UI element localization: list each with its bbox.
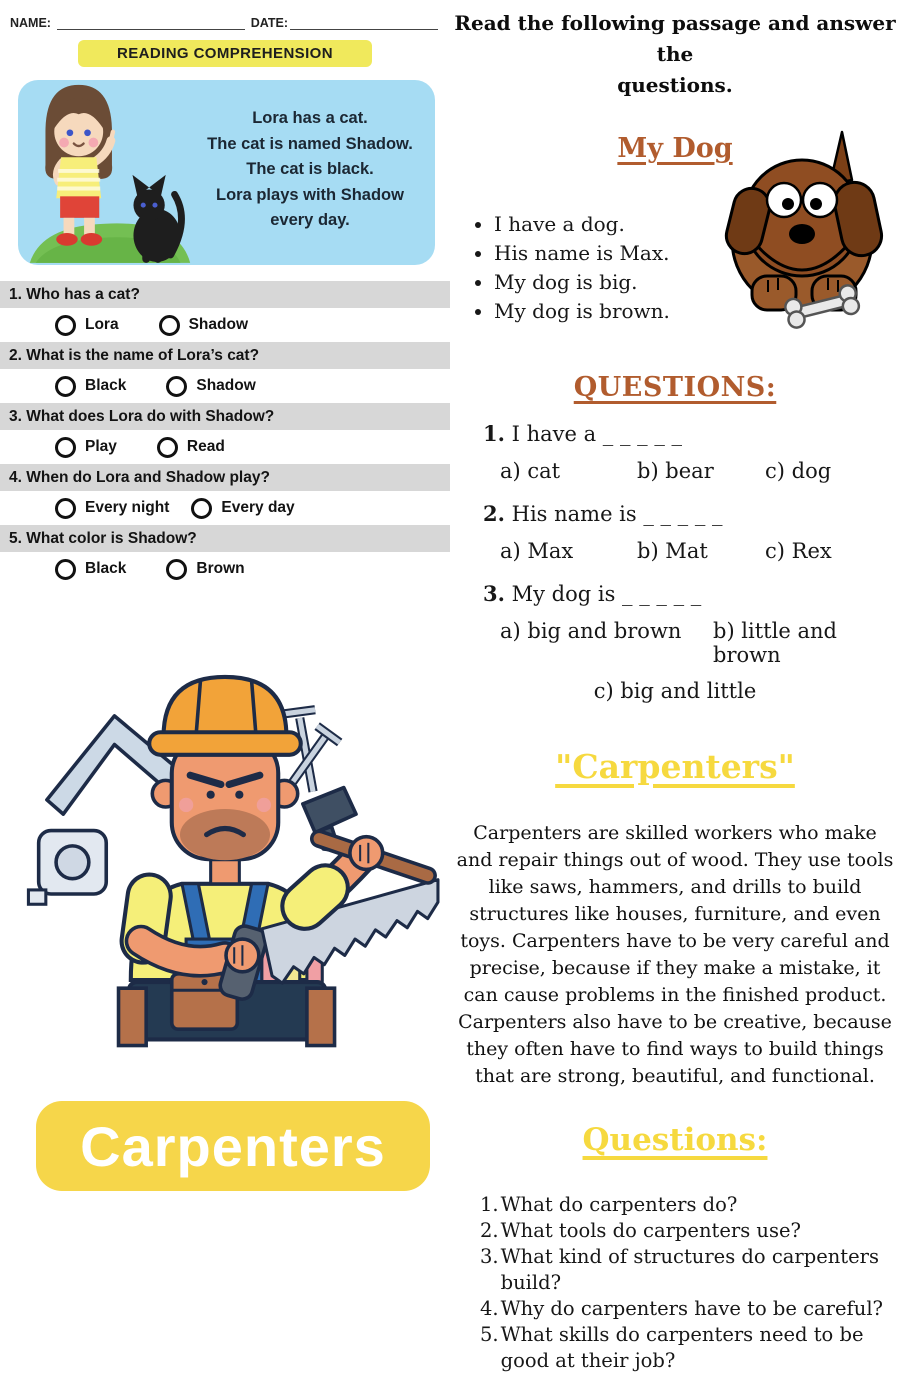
mcq-option[interactable]: a) cat: [500, 459, 561, 483]
my-dog-heading: My Dog: [617, 133, 733, 164]
list-item: [480, 1322, 900, 1374]
radio-button[interactable]: [55, 315, 76, 336]
question-4-options: [0, 491, 450, 525]
list-item: [480, 1296, 900, 1322]
item-text: What tools do carpenters use?: [500, 1218, 801, 1242]
radio-button[interactable]: [55, 498, 76, 519]
passage-line: The cat is black.: [246, 160, 374, 179]
item-text: What do carpenters do?: [500, 1192, 738, 1216]
option-label: Play: [85, 438, 117, 455]
option: [157, 437, 225, 458]
option: [55, 498, 169, 519]
carpenter-illustration: [10, 638, 440, 1063]
mcq-number: 3.: [483, 581, 505, 606]
mcq-options-1: [450, 459, 900, 483]
dog-questions-heading: QUESTIONS:: [573, 372, 777, 403]
option-label: Every night: [85, 499, 170, 516]
date-field-line[interactable]: [290, 16, 438, 30]
question-bar-4: 4. When do Lora and Shadow play?: [0, 464, 450, 491]
dog-fact: • I have a dog.: [494, 210, 744, 239]
left-quiz: [0, 281, 450, 586]
item-number: 1.: [480, 1192, 499, 1216]
question-2-options: [0, 369, 450, 403]
question-bar-3: 3. What does Lora do with Shadow?: [0, 403, 450, 430]
name-field-line[interactable]: [57, 16, 245, 30]
option: [191, 498, 294, 519]
item-text: What kind of structures do carpenters build?: [500, 1244, 880, 1294]
option: [166, 376, 255, 397]
item-number: 5.: [480, 1322, 499, 1346]
option: [166, 559, 244, 580]
mcq-option[interactable]: a) big and brown: [500, 619, 682, 643]
mcq-options-2: [450, 539, 900, 563]
option-label: Shadow: [188, 316, 249, 333]
instruction-line: questions.: [617, 73, 733, 97]
option: [55, 437, 117, 458]
mcq-stem-2: [450, 501, 900, 526]
mcq-stem-3: [450, 581, 900, 606]
option-label: Read: [186, 438, 225, 455]
option: [159, 315, 248, 336]
radio-button[interactable]: [55, 559, 76, 580]
left-column: [0, 0, 450, 1200]
radio-button[interactable]: [166, 376, 187, 397]
passage-line: every day.: [270, 211, 350, 230]
mcq-option[interactable]: b) little and brown: [713, 619, 837, 667]
option-label: Shadow: [196, 377, 256, 394]
mcq-option[interactable]: c) dog: [765, 459, 832, 483]
mcq-number: 2.: [483, 501, 505, 526]
option-label: Lora: [85, 316, 119, 333]
girl-and-cat-illustration: [22, 69, 198, 265]
radio-button[interactable]: [157, 437, 178, 458]
dog-fact: • His name is Max.: [494, 239, 744, 268]
radio-button[interactable]: [55, 437, 76, 458]
item-number: 4.: [480, 1296, 499, 1320]
list-item: [480, 1218, 900, 1244]
item-number: 3.: [480, 1244, 499, 1268]
instruction-title: [450, 8, 900, 101]
option: [55, 559, 126, 580]
mcq-text: My dog is _ _ _ _ _: [511, 582, 702, 606]
item-text: What skills do carpenters need to be good at their job?: [500, 1322, 864, 1372]
radio-button[interactable]: [55, 376, 76, 397]
option-label: Every day: [221, 499, 295, 516]
question-bar-5: 5. What color is Shadow?: [0, 525, 450, 552]
item-text: Why do carpenters have to be careful?: [500, 1296, 884, 1320]
dog-fact: • My dog is brown.: [494, 297, 744, 326]
dog-fact: • My dog is big.: [494, 268, 744, 297]
right-column: [450, 0, 900, 1372]
mcq-text: I have a _ _ _ _ _: [511, 422, 683, 446]
radio-button[interactable]: [191, 498, 212, 519]
question-3-options: [0, 430, 450, 464]
date-label: DATE:: [250, 16, 288, 30]
carpenters-passage: Carpenters are skilled workers who make and repair things out of wood. They use tools like saws, hammers, and drills to build structures like houses, furniture, and even toys. Carpenters have to be very careful and precise, because if they make a mistake, it can cause problems in the finished product. Carpenters also have to be creative, because they often have to find ways to build things that are strong, beautiful, and functional.: [456, 822, 894, 1087]
mcq-options-3: [450, 619, 900, 667]
mcq-number: 1.: [483, 421, 505, 446]
name-label: NAME:: [10, 16, 51, 30]
option-label: Black: [85, 560, 127, 577]
radio-button[interactable]: [166, 559, 187, 580]
radio-button[interactable]: [159, 315, 180, 336]
section-title: READING COMPREHENSION: [117, 45, 333, 62]
passage-text: [186, 106, 434, 234]
dog-facts-list: [494, 210, 744, 326]
mcq-option[interactable]: b) bear: [637, 459, 714, 483]
option-label: Brown: [196, 560, 245, 577]
list-item: [480, 1244, 900, 1296]
item-number: 2.: [480, 1218, 499, 1242]
mcq-option[interactable]: c) Rex: [765, 539, 832, 563]
instruction-line: Read the following passage and answer the: [454, 11, 896, 66]
passage-card: [18, 80, 435, 265]
name-date-row: [10, 12, 438, 30]
carpenters-questions-heading: Questions:: [582, 1121, 768, 1158]
question-1-options: [0, 308, 450, 342]
option: [55, 376, 126, 397]
dog-illustration: [712, 130, 892, 322]
list-item: [480, 1192, 900, 1218]
mcq-stem-1: [450, 421, 900, 446]
mcq-option[interactable]: b) Mat: [637, 539, 708, 563]
section-title-highlight: [78, 40, 372, 67]
option-label: Black: [85, 377, 127, 394]
passage-line: The cat is named Shadow.: [207, 134, 413, 153]
mcq-option[interactable]: c) big and little: [593, 679, 757, 703]
banner-label: Carpenters: [80, 1114, 386, 1178]
passage-line: Lora plays with Shadow: [216, 185, 404, 204]
passage-line: Lora has a cat.: [252, 109, 368, 127]
carpenters-banner: [36, 1101, 430, 1191]
mcq-text: His name is _ _ _ _ _: [511, 502, 723, 526]
mcq-option[interactable]: a) Max: [500, 539, 574, 563]
option: [55, 315, 119, 336]
question-bar-2: 2. What is the name of Lora’s cat?: [0, 342, 450, 369]
question-bar-1: 1. Who has a cat?: [0, 281, 450, 308]
question-5-options: [0, 552, 450, 586]
dog-mcq: [450, 421, 900, 703]
carpenters-questions-list: [480, 1192, 900, 1374]
carpenters-heading: "Carpenters": [555, 747, 795, 786]
